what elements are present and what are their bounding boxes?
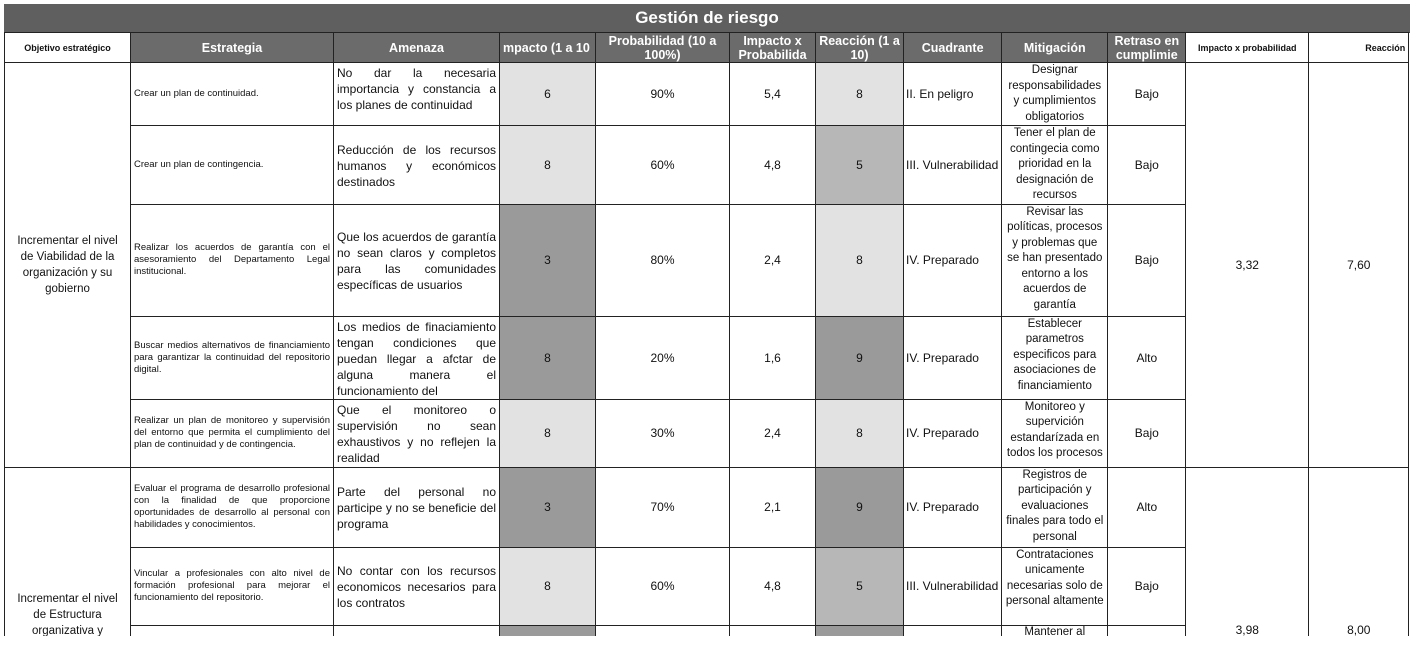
table-row xyxy=(5,63,1409,126)
reaccion-cell: 8 xyxy=(816,399,904,467)
header-retraso: Retraso en cumplimie xyxy=(1108,33,1186,63)
probabilidad-cell xyxy=(596,625,730,636)
amenaza-cell: No contar con los recursos economicos necesarios para los contratos xyxy=(334,547,500,625)
cuadrante-cell xyxy=(904,625,1002,636)
probabilidad-cell: 30% xyxy=(596,399,730,467)
probabilidad-cell: 80% xyxy=(596,204,730,316)
cuadrante-cell: III. Vulnerabilidad xyxy=(904,126,1002,205)
impacto-prob-cell: 2,4 xyxy=(730,204,816,316)
mitigacion-cell: Registros de participación y evaluaciones finales para todo el personal xyxy=(1002,467,1108,547)
estrategia-cell: Crear un plan de contingencia. xyxy=(131,126,334,205)
mitigacion-cell: Contrataciones unicamente necesarias solo de personal altamente xyxy=(1002,547,1108,625)
estrategia-cell xyxy=(131,625,334,636)
retraso-cell: Bajo xyxy=(1108,399,1186,467)
retraso-cell: Bajo xyxy=(1108,126,1186,205)
mitigacion-cell: Mantener al xyxy=(1002,625,1108,636)
reaccion-cell xyxy=(816,625,904,636)
impacto-cell: 3 xyxy=(500,204,596,316)
header-impacto xyxy=(500,33,596,63)
impacto-prob-cell: 1,6 xyxy=(730,316,816,399)
amenaza-cell: Reducción de los recursos humanos y económicos destinados xyxy=(334,126,500,205)
estrategia-cell: Realizar los acuerdos de garantía con el asesoramiento del Departamento Legal institucional. xyxy=(131,204,334,316)
impacto-prob-cell: 2,4 xyxy=(730,399,816,467)
impacto-cell: 6 xyxy=(500,63,596,126)
impacto-cell: 8 xyxy=(500,547,596,625)
impacto-prob-cell: 2,1 xyxy=(730,467,816,547)
reaccion-cell: 9 xyxy=(816,467,904,547)
spreadsheet xyxy=(4,4,1410,636)
header-impacto-prob: Impacto x Probabilida xyxy=(730,33,816,63)
mitigacion-cell: Designar responsabilidades y cumplimientos obligatorios xyxy=(1002,63,1108,126)
reaccion-cell: 5 xyxy=(816,126,904,205)
header-amenaza: Amenaza xyxy=(334,33,500,63)
header-reaccion: Reacción (1 a 10) xyxy=(816,33,904,63)
amenaza-cell xyxy=(334,625,500,636)
estrategia-cell: Evaluar el programa de desarrollo profesional con la finalidad de que proporcione oportunidades de desarrollo al personal con habilidades y conocimientos. xyxy=(131,467,334,547)
amenaza-cell: No dar la necesaria importancia y constancia a los planes de continuidad xyxy=(334,63,500,126)
agg-impacto-cell: 3,32 xyxy=(1186,63,1309,468)
sheet-title: Gestión de riesgo xyxy=(4,4,1410,33)
estrategia-cell: Buscar medios alternativos de financiamiento para garantizar la continuidad del repositorio digital. xyxy=(131,316,334,399)
retraso-cell: Bajo xyxy=(1108,547,1186,625)
retraso-cell: Alto xyxy=(1108,316,1186,399)
amenaza-cell: Que el monitoreo o supervisión no sean exhaustivos y no reflejen la realidad xyxy=(334,399,500,467)
mitigacion-cell: Tener el plan de contingecia como prioridad en la designación de recursos xyxy=(1002,126,1108,205)
header-agg-reaccion: Reacción xyxy=(1309,33,1409,63)
mitigacion-cell: Monitoreo y supervición estandarízada en todos los procesos xyxy=(1002,399,1108,467)
amenaza-cell: Parte del personal no participe y no se beneficie del programa xyxy=(334,467,500,547)
objetivo-cell: Incrementar el nivel de Estructura organizativa y xyxy=(5,467,131,636)
header-agg-impacto: Impacto x probabilidad xyxy=(1186,33,1309,63)
impacto-prob-cell: 4,8 xyxy=(730,126,816,205)
agg-reaccion-cell: 8,00 xyxy=(1309,467,1409,636)
cuadrante-cell: III. Vulnerabilidad xyxy=(904,547,1002,625)
probabilidad-cell: 60% xyxy=(596,126,730,205)
cuadrante-cell: II. En peligro xyxy=(904,63,1002,126)
reaccion-cell: 5 xyxy=(816,547,904,625)
impacto-prob-cell: 4,8 xyxy=(730,547,816,625)
impacto-prob-cell xyxy=(730,625,816,636)
retraso-cell: Alto xyxy=(1108,467,1186,547)
impacto-cell: 3 xyxy=(500,467,596,547)
impacto-cell: 8 xyxy=(500,126,596,205)
table-row xyxy=(5,467,1409,547)
estrategia-cell: Realizar un plan de monitoreo y supervisión del entorno que permita el cumplimiento del plan de continuidad y de contingencia. xyxy=(131,399,334,467)
agg-impacto-cell: 3,98 xyxy=(1186,467,1309,636)
retraso-cell: Bajo xyxy=(1108,204,1186,316)
reaccion-cell: 8 xyxy=(816,63,904,126)
risk-table xyxy=(4,32,1409,636)
header-probabilidad: Probabilidad (10 a 100%) xyxy=(596,33,730,63)
cuadrante-cell: IV. Preparado xyxy=(904,399,1002,467)
header-mitigacion: Mitigación xyxy=(1002,33,1108,63)
retraso-cell xyxy=(1108,625,1186,636)
impacto-prob-cell: 5,4 xyxy=(730,63,816,126)
impacto-cell: 8 xyxy=(500,316,596,399)
probabilidad-cell: 20% xyxy=(596,316,730,399)
header-cuadrante: Cuadrante xyxy=(904,33,1002,63)
objetivo-cell: Incrementar el nivel de Viabilidad de la organización y su gobierno xyxy=(5,63,131,468)
header-estrategia: Estrategia xyxy=(131,33,334,63)
reaccion-cell: 9 xyxy=(816,316,904,399)
header-objetivo: Objetivo estratégico xyxy=(5,33,131,63)
amenaza-cell: Los medios de finaciamiento tengan condiciones que puedan llegar a afctar de alguna manera el funcionamiento del xyxy=(334,316,500,399)
probabilidad-cell: 70% xyxy=(596,467,730,547)
estrategia-cell: Crear un plan de continuidad. xyxy=(131,63,334,126)
cuadrante-cell: IV. Preparado xyxy=(904,204,1002,316)
estrategia-cell: Vincular a profesionales con alto nivel de formación profesional para mejorar el funcionamiento del repositorio. xyxy=(131,547,334,625)
probabilidad-cell: 90% xyxy=(596,63,730,126)
cuadrante-cell: IV. Preparado xyxy=(904,316,1002,399)
probabilidad-cell: 60% xyxy=(596,547,730,625)
impacto-cell: 8 xyxy=(500,399,596,467)
reaccion-cell: 8 xyxy=(816,204,904,316)
header-impacto-label: mpacto (1 a 10 xyxy=(503,40,590,55)
cuadrante-cell: IV. Preparado xyxy=(904,467,1002,547)
mitigacion-cell: Establecer parametros especificos para asociaciones de financiamiento xyxy=(1002,316,1108,399)
retraso-cell: Bajo xyxy=(1108,63,1186,126)
impacto-cell xyxy=(500,625,596,636)
amenaza-cell: Que los acuerdos de garantía no sean claros y completos para las comunidades específicas de usuarios xyxy=(334,204,500,316)
agg-reaccion-cell: 7,60 xyxy=(1309,63,1409,468)
mitigacion-cell: Revisar las políticas, procesos y problemas que se han presentado entorno a los acuerdos de garantía xyxy=(1002,204,1108,316)
